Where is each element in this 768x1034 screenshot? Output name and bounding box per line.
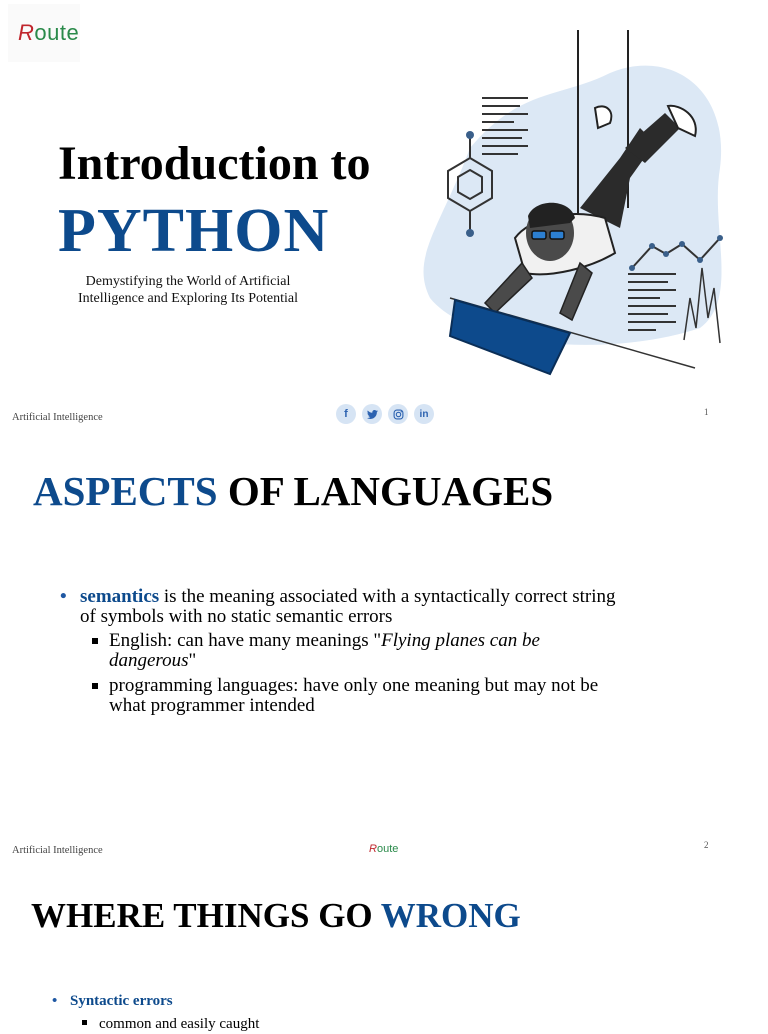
bullet-dot: • xyxy=(60,586,67,607)
slide-1 xyxy=(0,0,768,433)
bullet-dot: • xyxy=(52,993,58,1009)
heading-accent: WRONG xyxy=(380,896,521,935)
linkedin-icon[interactable]: in xyxy=(414,404,434,424)
bullet-text-2: of symbols with no static semantic errors xyxy=(80,606,393,627)
sub-bullet-marker xyxy=(92,683,98,689)
slide-3 xyxy=(0,866,768,1032)
slide-2 xyxy=(0,433,768,866)
facebook-icon[interactable]: f xyxy=(336,404,356,424)
page-number: 2 xyxy=(704,840,709,850)
sub-bullet-marker xyxy=(82,1020,87,1025)
social-links xyxy=(336,404,434,424)
footer-route-logo: Route xyxy=(369,843,399,855)
bullet-semantics xyxy=(80,587,700,627)
heading-rest: OF LANGUAGES xyxy=(217,468,554,514)
subtitle-line-2: Intelligence and Exploring Its Potential xyxy=(77,291,299,306)
title-python: PYTHON xyxy=(58,197,330,265)
slide-heading xyxy=(31,896,521,936)
title-line-1: Introduction to xyxy=(58,137,371,190)
bullet-text-1: is the meaning associated with a syntactically correct string xyxy=(159,586,616,607)
page-number: 1 xyxy=(704,407,709,417)
sub1-italic-1: Flying planes can be xyxy=(381,630,540,651)
bullet-syntactic: Syntactic errors xyxy=(70,993,173,1009)
sub-bullet-common: common and easily caught xyxy=(99,1016,260,1032)
logo-rest: oute xyxy=(34,20,80,45)
subtitle-line-1: Demystifying the World of Artificial xyxy=(85,274,291,289)
sub1-text: English: can have many meanings " xyxy=(109,630,382,651)
sub-bullet-programming xyxy=(109,676,709,716)
footer-label: Artificial Intelligence xyxy=(12,845,103,856)
sub1-italic-2: dangerous xyxy=(109,650,189,671)
route-logo xyxy=(8,4,80,62)
heading-accent: ASPECTS xyxy=(33,468,218,514)
sub-bullet-marker xyxy=(92,638,98,644)
subtitle xyxy=(52,273,324,307)
slide-heading xyxy=(33,467,553,515)
logo-letter-r: R xyxy=(18,20,35,45)
sub2-line-1: programming languages: have only one meaning but may not be xyxy=(109,675,599,696)
footer-label: Artificial Intelligence xyxy=(12,412,103,423)
twitter-icon[interactable] xyxy=(362,404,382,424)
bullet-term: semantics xyxy=(80,586,160,607)
sub1-end: " xyxy=(188,650,197,671)
sub2-line-2: what programmer intended xyxy=(109,695,315,716)
instagram-icon[interactable] xyxy=(388,404,408,424)
sub-bullet-english xyxy=(109,631,669,671)
heading-rest: WHERE THINGS GO xyxy=(31,896,381,935)
illustration-person-laptop xyxy=(410,28,730,388)
